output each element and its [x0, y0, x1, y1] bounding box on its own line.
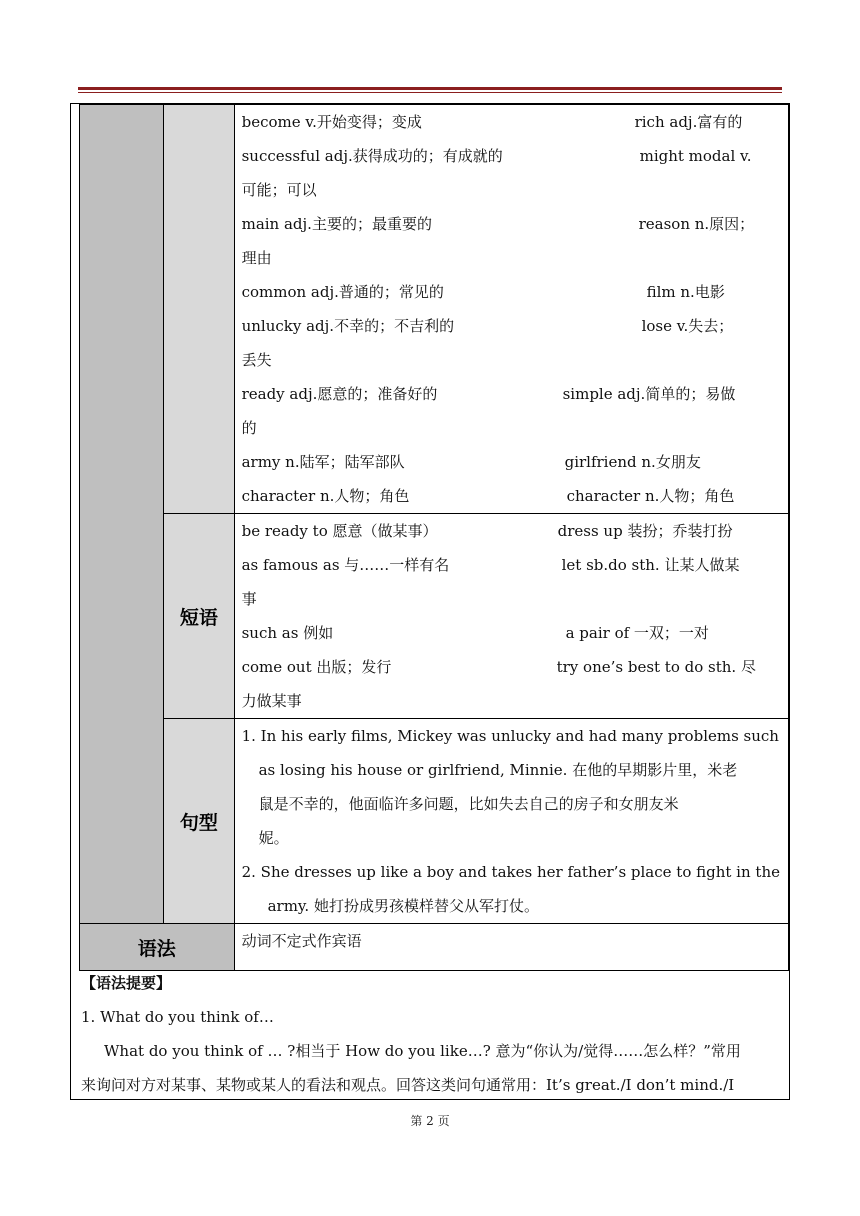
sentences-label-cell: [164, 719, 234, 924]
vocab-left: 的: [241, 419, 257, 437]
notes-paragraph-line: What do you think of … ?相当于 How do you like…? 意为“你认为/觉得……怎么样？”常用: [104, 1042, 741, 1060]
vocab-left: character n.人物；角色: [241, 487, 410, 505]
vocab-left: 可能；可以: [241, 181, 317, 199]
header-rule-thin: [78, 92, 782, 93]
vocab-right: might modal v.: [639, 147, 752, 165]
vocab-right: rich adj.富有的: [634, 113, 743, 131]
phrase-right: dress up 装扮；乔装打扮: [557, 522, 733, 540]
vocab-right: simple adj.简单的；易做: [562, 385, 736, 403]
sentence-line: army. 她打扮成男孩模样替父从军打仗。: [267, 897, 539, 915]
sentence-line: as losing his house or girlfriend, Minnie. 在他的早期影片里，米老: [258, 761, 738, 779]
vocab-label-cell: [164, 105, 234, 514]
sentence-line: 1. In his early films, Mickey was unlucky and had many problems such: [241, 727, 779, 745]
vocab-right: reason n.原因；: [638, 215, 755, 233]
phrase-left: as famous as 与……一样有名: [241, 556, 450, 574]
vocab-left: successful adj.获得成功的；有成就的: [241, 147, 503, 165]
header-rule-thick: [78, 87, 782, 90]
lesson-table: [79, 104, 789, 971]
phrase-left: be ready to 愿意（做某事）: [241, 522, 438, 540]
sentence-line: 妮。: [258, 829, 289, 847]
grammar-label-cell: [80, 924, 235, 971]
phrase-right: let sb.do sth. 让某人做某: [561, 556, 740, 574]
vocab-left: common adj.普通的；常见的: [241, 283, 444, 301]
page-number: 第 2 页: [410, 1114, 450, 1128]
grammar-notes: [81, 966, 781, 1102]
phrase-left: come out 出版；发行: [241, 658, 392, 676]
document-frame: [70, 103, 790, 1100]
sentences-cell: [234, 719, 788, 924]
sentence-item: [242, 719, 780, 753]
vocab-left: become v.开始变得；变成: [241, 113, 422, 131]
phrases-label-cell: [164, 514, 234, 719]
vocab-left: 丢失: [241, 351, 272, 369]
notes-heading: 【语法提要】: [81, 974, 172, 992]
vocab-right: girlfriend n.女朋友: [564, 453, 701, 471]
phrase-right: a pair of 一双；一对: [565, 624, 709, 642]
vocab-left: main adj.主要的；最重要的: [241, 215, 432, 233]
notes-item: 1. What do you think of…: [81, 1008, 274, 1026]
sentences-label: 句型: [179, 811, 218, 834]
notes-paragraph-line: 来询问对方对某事、某物或某人的看法和观点。回答这类问句通常用：It’s great./I don’t mind./I: [81, 1076, 735, 1094]
vocab-left: 理由: [241, 249, 272, 267]
grammar-cell: [234, 924, 788, 971]
sentence-line: 2. She dresses up like a boy and takes her father’s place to fight in the: [241, 863, 780, 881]
category-cell: [80, 105, 164, 924]
grammar-text: 动词不定式作宾语: [241, 932, 362, 950]
vocab-right: character n.人物；角色: [566, 487, 735, 505]
sentence-item: [242, 855, 780, 889]
vocab-right: lose v.失去；: [641, 317, 734, 335]
phrase-left: 事: [241, 590, 257, 608]
phrase-left: 力做某事: [241, 692, 302, 710]
phrase-right: try one’s best to do sth. 尽: [556, 658, 756, 676]
phrases-label: 短语: [179, 606, 218, 629]
vocab-left: ready adj.愿意的；准备好的: [241, 385, 438, 403]
sentence-line: 鼠是不幸的，他面临许多问题，比如失去自己的房子和女朋友米: [258, 795, 679, 813]
grammar-label: 语法: [137, 937, 176, 960]
phrase-left: such as 例如: [241, 624, 334, 642]
vocab-right: film n.电影: [646, 283, 725, 301]
vocab-left: unlucky adj.不幸的；不吉利的: [241, 317, 455, 335]
phrases-cell: [234, 514, 788, 719]
vocab-left: army n.陆军；陆军部队: [241, 453, 405, 471]
vocab-cell: [234, 105, 788, 514]
